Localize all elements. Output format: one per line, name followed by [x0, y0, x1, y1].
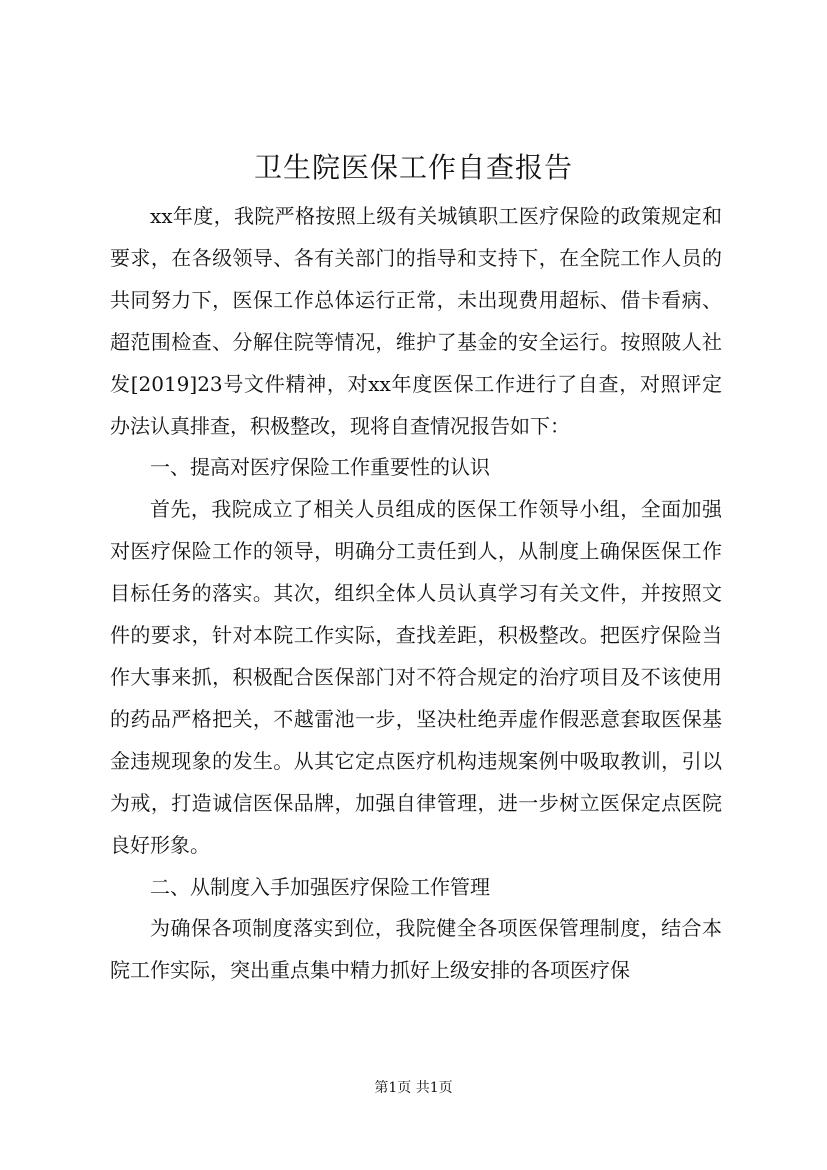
section-2-paragraph: 为确保各项制度落实到位，我院健全各项医保管理制度，结合本院工作实际，突出重点集中精力抓好上级安排的各项医疗保: [110, 916, 722, 983]
section-1-paragraph: 首先，我院成立了相关人员组成的医保工作领导小组，全面加强对医疗保险工作的领导，明确分工责任到人，从制度上确保医保工作目标任务的落实。其次，组织全体人员认真学习有关文件，并按照文件的要求，针对本院工作实际，查找差距，积极整改。把医疗保险当作大事来抓，积极配合医保部门对不符合规定的治疗项目及不该使用的药品严格把关，不越雷池一步，坚决杜绝弄虚作假恶意套取医保基金违规现象的发生。从其它定点医疗机构违规案例中吸取教训，引以为戒，打造诚信医保品牌，加强自律管理，进一步树立医保定点医院良好形象。: [110, 497, 722, 857]
section-heading-2: 二、从制度入手加强医疗保险工作管理: [150, 874, 490, 899]
page-number: 第1页 共1页: [374, 1080, 453, 1096]
document-body: [110, 196, 722, 992]
document-title: 卫生院医保工作自查报告: [253, 151, 573, 184]
section-heading-1: 一、提高对医疗保险工作重要性的认识: [150, 455, 490, 480]
intro-paragraph: xx年度，我院严格按照上级有关城镇职工医疗保险的政策规定和要求，在各级领导、各有关部门的指导和支持下，在全院工作人员的共同努力下，医保工作总体运行正常，未出现费用超标、借卡看病、超范围检查、分解住院等情况，维护了基金的安全运行。按照陂人社发[2019]23号文件精神，对xx年度医保工作进行了自查，对照评定办法认真排查，积极整改，现将自查情况报告如下：: [110, 204, 722, 438]
